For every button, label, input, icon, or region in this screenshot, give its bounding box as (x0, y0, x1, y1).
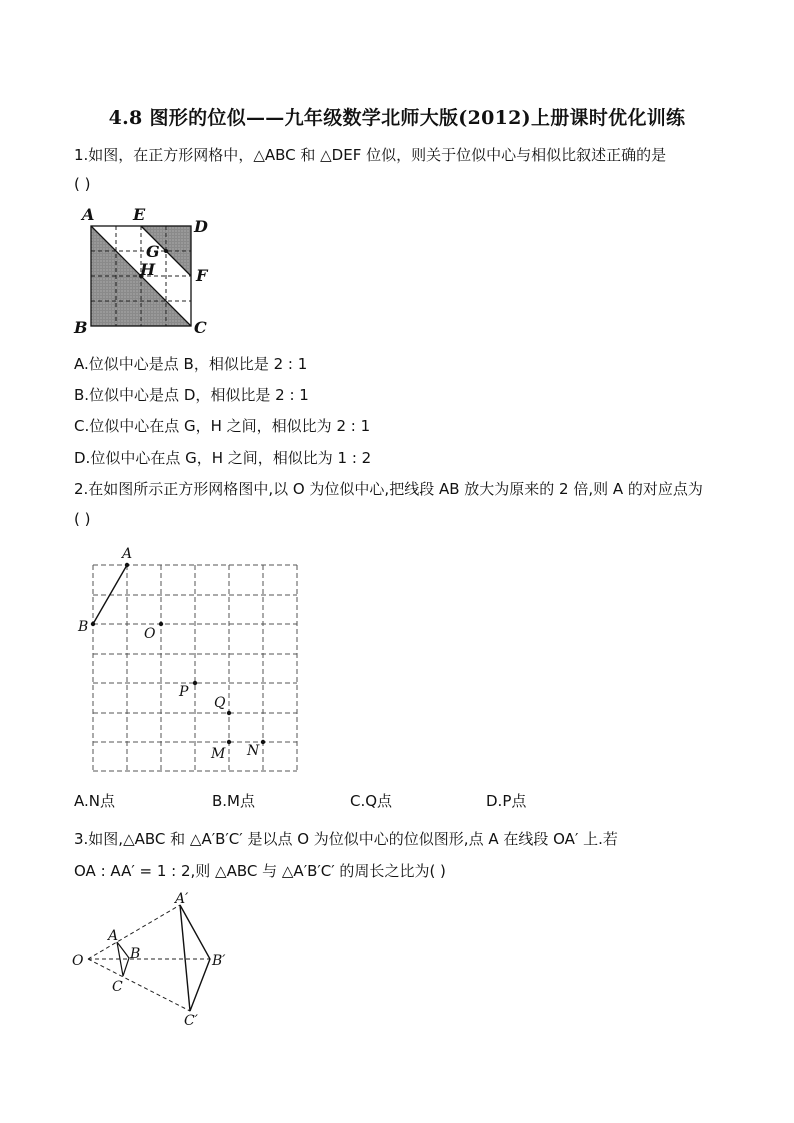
q1-option-a: A.位似中心是点 B，相似比是 2 : 1 (74, 355, 308, 373)
label-a: A (82, 205, 95, 224)
label-b2: B (78, 619, 89, 635)
q2-grid (93, 565, 297, 771)
q1-stem-line2: ( ) (74, 175, 91, 193)
label-c-prime: C′ (184, 1013, 198, 1028)
page-title: 4.8 图形的位似——九年级数学北师大版(2012)上册课时优化训练 (108, 107, 686, 129)
label-c3: C (112, 979, 123, 995)
point-n (261, 740, 265, 744)
point-m (227, 740, 231, 744)
label-a-prime: A′ (175, 891, 189, 907)
label-m: M (211, 746, 226, 762)
label-b: B (74, 318, 88, 337)
label-a3: A (108, 928, 119, 944)
q3-stem-line1: 3.如图,△ABC 和 △A′B′C′ 是以点 O 为位似中心的位似图形,点 A 在线段 OA′ 上.若 (74, 830, 618, 848)
point-g (164, 249, 168, 253)
q2-option-b: B.M点 (212, 792, 256, 810)
q1-option-c: C.位似中心在点 G，H 之间，相似比为 2 : 1 (74, 417, 371, 435)
label-d: D (194, 217, 208, 236)
label-b3: B (130, 946, 141, 962)
q2-option-a: A.N点 (74, 792, 115, 810)
label-f: F (196, 266, 208, 285)
point-b (91, 622, 95, 626)
label-a2: A (122, 546, 133, 562)
q1-stem-line1: 1.如图，在正方形网格中，△ABC 和 △DEF 位似，则关于位似中心与相似比叙述正确的是 (74, 146, 667, 164)
q3-figure (68, 888, 238, 1028)
point-o (159, 622, 163, 626)
label-p: P (179, 684, 189, 700)
q3-rays (88, 905, 210, 1011)
label-o3: O (72, 953, 84, 969)
q1-option-d: D.位似中心在点 G，H 之间，相似比为 1 : 2 (74, 449, 372, 467)
label-q: Q (214, 695, 226, 711)
label-g: G (146, 242, 160, 261)
q3-stem-line2: OA : AA′ = 1 : 2,则 △ABC 与 △A′B′C′ 的周长之比为( ) (74, 862, 446, 880)
point-a (125, 563, 129, 567)
point-q (227, 711, 231, 715)
label-c: C (194, 318, 207, 337)
q2-stem-line2: ( ) (74, 510, 91, 528)
q2-stem-line1: 2.在如图所示正方形网格图中,以 O 为位似中心,把线段 AB 放大为原来的 2 倍,则 A 的对应点为 (74, 480, 703, 498)
q1-figure (70, 200, 220, 340)
label-b-prime: B′ (212, 953, 226, 969)
label-n: N (247, 743, 260, 759)
q2-option-c: C.Q点 (350, 792, 393, 810)
label-h: H (140, 260, 156, 279)
label-o: O (144, 626, 156, 642)
q2-figure (70, 540, 310, 780)
triangle-abc-large (180, 905, 210, 1011)
q1-option-b: B.位似中心是点 D，相似比是 2 : 1 (74, 386, 309, 404)
q2-option-d: D.P点 (486, 792, 527, 810)
label-e: E (133, 205, 146, 224)
point-p (193, 681, 197, 685)
